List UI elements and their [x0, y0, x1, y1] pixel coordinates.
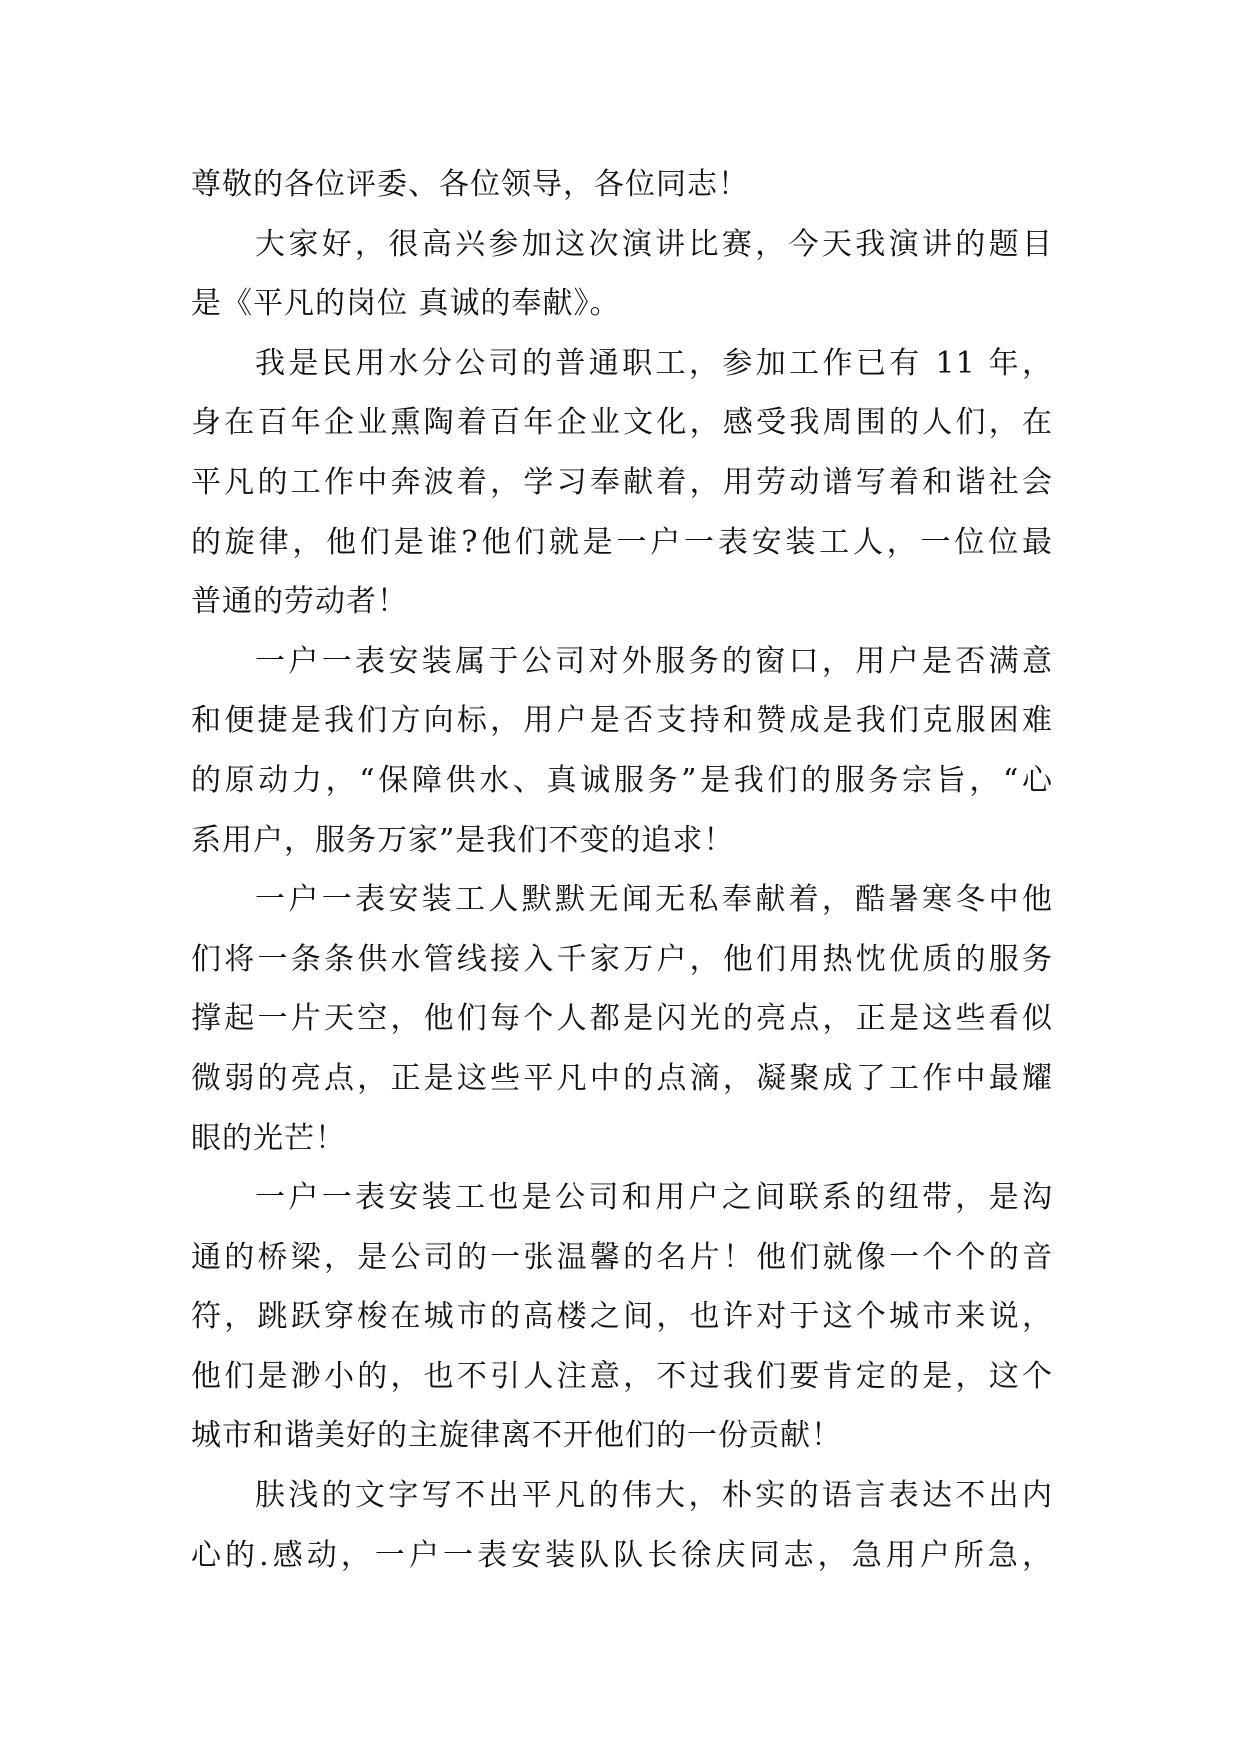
- text-line: 微弱的亮点，正是这些平凡中的点滴，凝聚成了工作中最耀: [191, 1060, 1053, 1096]
- paragraph-first-line: 一户一表安装工人默默无闻无私奉献着，酷暑寒冬中他: [255, 882, 1053, 918]
- text-line: 系用户，服务万家”是我们不变的追求！: [191, 822, 735, 858]
- paragraph-first-line: 我是民用水分公司的普通职工，参加工作已有 11 年，: [255, 345, 1053, 381]
- text-line: 心的.感动，一户一表安装队队长徐庆同志，急用户所急，: [191, 1537, 1053, 1573]
- paragraph-first-line: 一户一表安装工也是公司和用户之间联系的纽带，是沟: [255, 1180, 1053, 1216]
- text-line: 撑起一片天空，他们每个人都是闪光的亮点，正是这些看似: [191, 1001, 1053, 1037]
- text-line: 是《平凡的岗位 真诚的奉献》。: [191, 286, 621, 322]
- text-line: 尊敬的各位评委、各位领导，各位同志！: [191, 167, 749, 202]
- text-line: 他们是渺小的，也不引人注意，不过我们要肯定的是，这个: [191, 1358, 1053, 1394]
- paragraph-first-line: 大家好，很高兴参加这次演讲比赛，今天我演讲的题目: [255, 226, 1053, 262]
- text-line: 眼的光芒！: [191, 1120, 346, 1156]
- text-line: 的原动力，“保障供水、真诚服务”是我们的服务宗旨，“心: [191, 762, 1053, 798]
- text-line: 普通的劳动者！: [191, 584, 408, 620]
- text-line: 平凡的工作中奔波着，学习奉献着，用劳动谱写着和谐社会: [191, 464, 1053, 500]
- text-line: 们将一条条供水管线接入千家万户，他们用热忱优质的服务: [191, 941, 1053, 977]
- text-line: 城市和谐美好的主旋律离不开他们的一份贡献！: [191, 1418, 842, 1454]
- text-line: 身在百年企业熏陶着百年企业文化，感受我周围的人们，在: [191, 405, 1053, 441]
- text-line: 和便捷是我们方向标，用户是否支持和赞成是我们克服困难: [191, 703, 1053, 739]
- text-line: 符，跳跃穿梭在城市的高楼之间，也许对于这个城市来说，: [191, 1299, 1053, 1335]
- paragraph-first-line: 一户一表安装属于公司对外服务的窗口，用户是否满意: [255, 643, 1053, 679]
- text-line: 通的桥梁，是公司的一张温馨的名片！他们就像一个个的音: [191, 1239, 1053, 1275]
- speech-text-body: [191, 155, 1053, 1585]
- paragraph-first-line: 肤浅的文字写不出平凡的伟大，朴实的语言表达不出内: [255, 1478, 1053, 1514]
- text-line: 的旋律，他们是谁?他们就是一户一表安装工人，一位位最: [191, 524, 1053, 560]
